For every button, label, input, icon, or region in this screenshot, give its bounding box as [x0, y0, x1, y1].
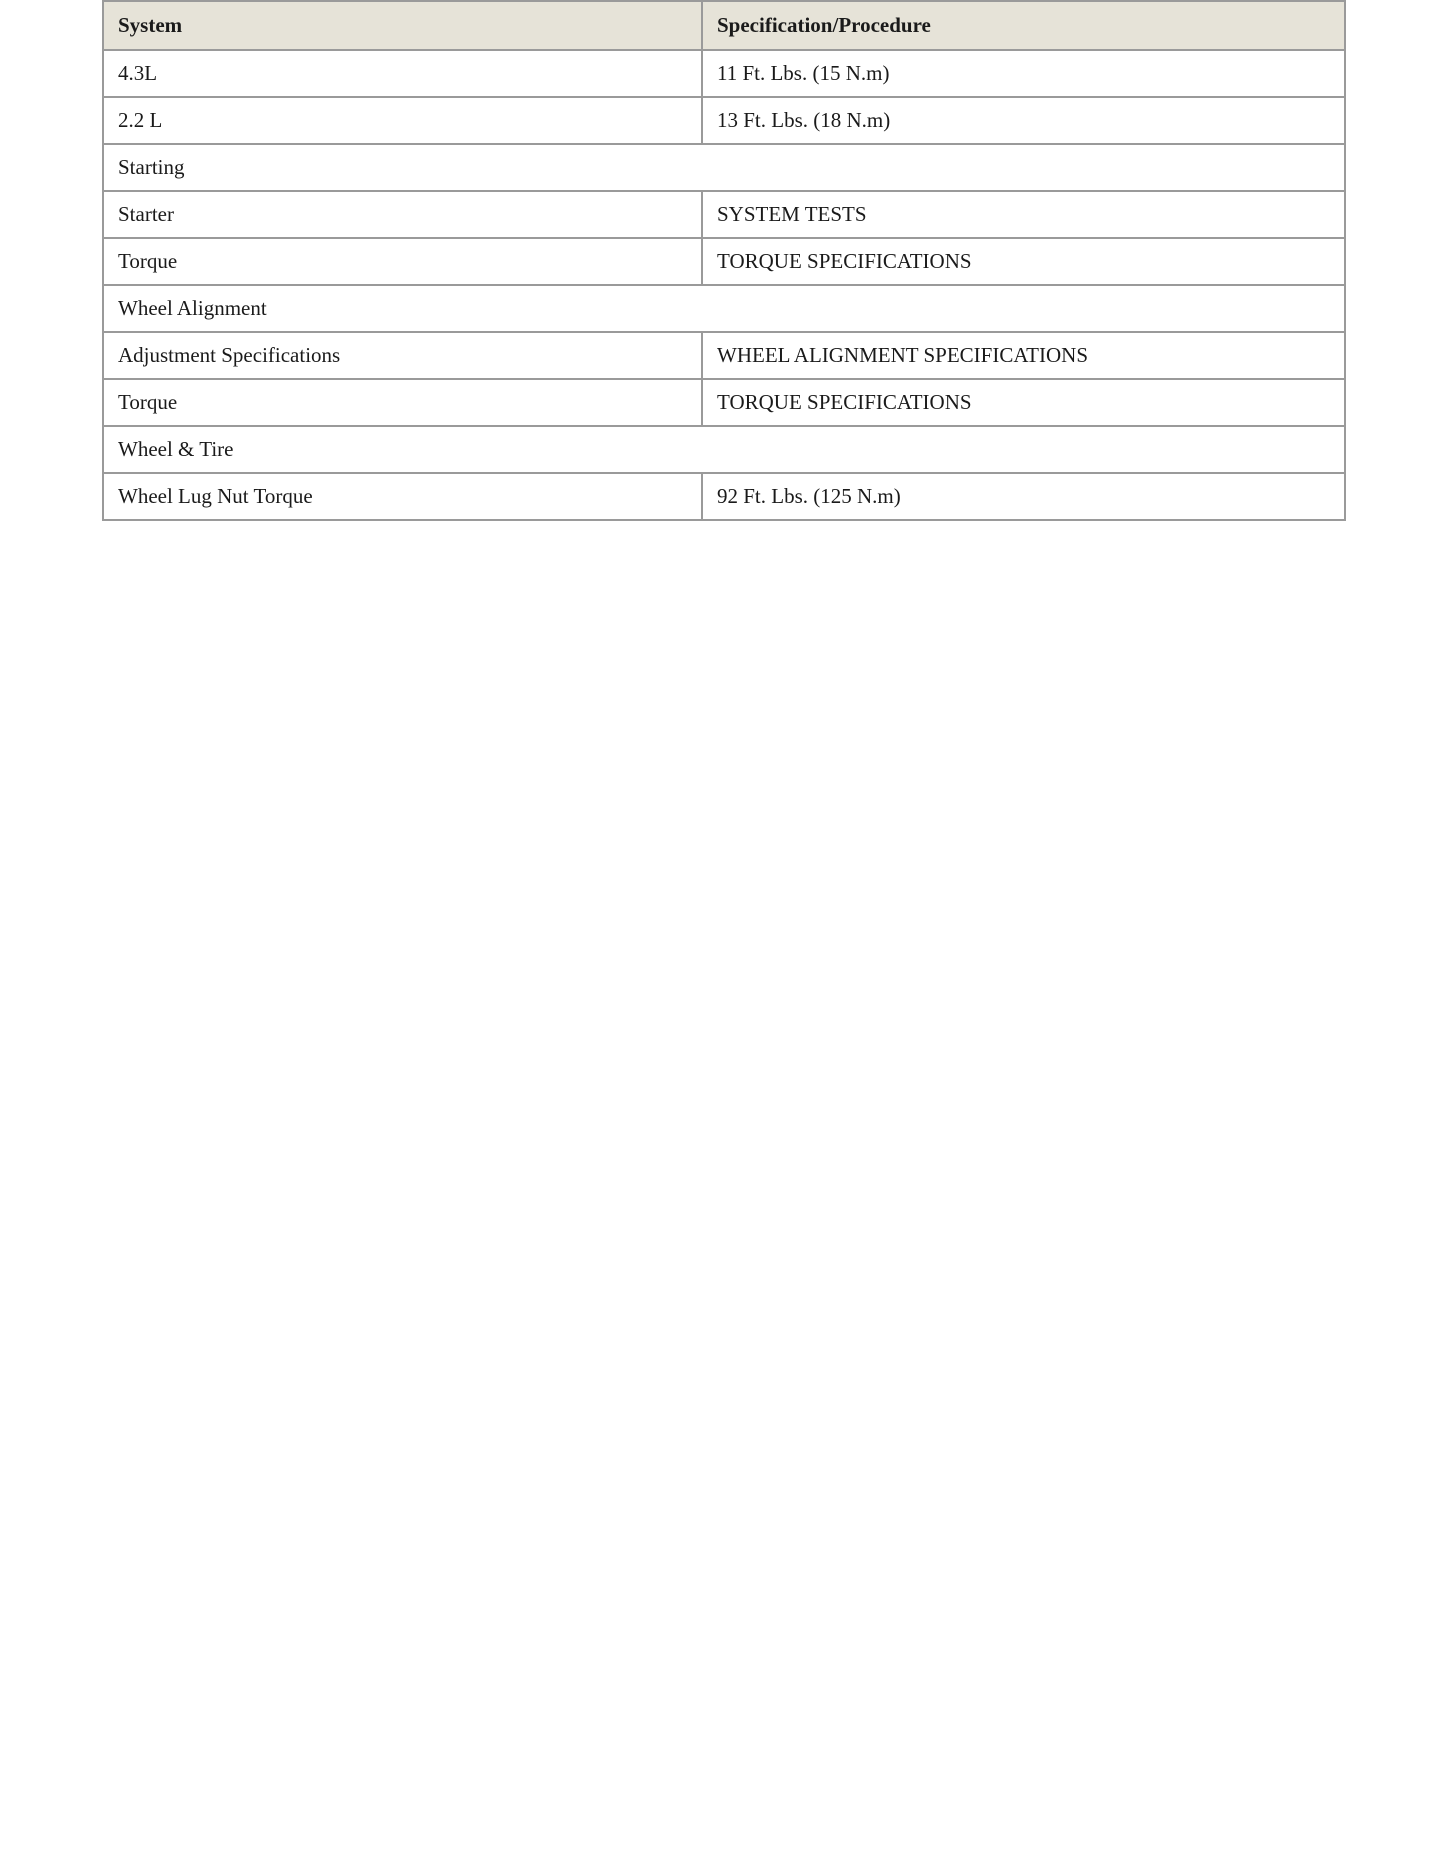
spec-cell: TORQUE SPECIFICATIONS [702, 238, 1345, 285]
spec-cell: WHEEL ALIGNMENT SPECIFICATIONS [702, 332, 1345, 379]
section-row [103, 144, 1345, 191]
table-row [103, 191, 1345, 238]
table-header-row [103, 1, 1345, 50]
spec-cell: 13 Ft. Lbs. (18 N.m) [702, 97, 1345, 144]
table-row [103, 379, 1345, 426]
header-specification: Specification/Procedure [702, 1, 1345, 50]
header-system: System [103, 1, 702, 50]
section-title: Wheel & Tire [103, 426, 1345, 473]
spec-cell: 11 Ft. Lbs. (15 N.m) [702, 50, 1345, 97]
table-row [103, 97, 1345, 144]
system-cell: 2.2 L [103, 97, 702, 144]
system-cell: Torque [103, 238, 702, 285]
system-cell: Torque [103, 379, 702, 426]
spec-cell: SYSTEM TESTS [702, 191, 1345, 238]
system-cell: Wheel Lug Nut Torque [103, 473, 702, 520]
system-cell: Starter [103, 191, 702, 238]
table-row [103, 332, 1345, 379]
table-row [103, 473, 1345, 520]
section-row [103, 285, 1345, 332]
table-row [103, 50, 1345, 97]
spec-cell: TORQUE SPECIFICATIONS [702, 379, 1345, 426]
spec-cell: 92 Ft. Lbs. (125 N.m) [702, 473, 1345, 520]
section-title: Starting [103, 144, 1345, 191]
system-cell: 4.3L [103, 50, 702, 97]
table-row [103, 238, 1345, 285]
section-row [103, 426, 1345, 473]
section-title: Wheel Alignment [103, 285, 1345, 332]
system-cell: Adjustment Specifications [103, 332, 702, 379]
specifications-table [102, 0, 1346, 521]
